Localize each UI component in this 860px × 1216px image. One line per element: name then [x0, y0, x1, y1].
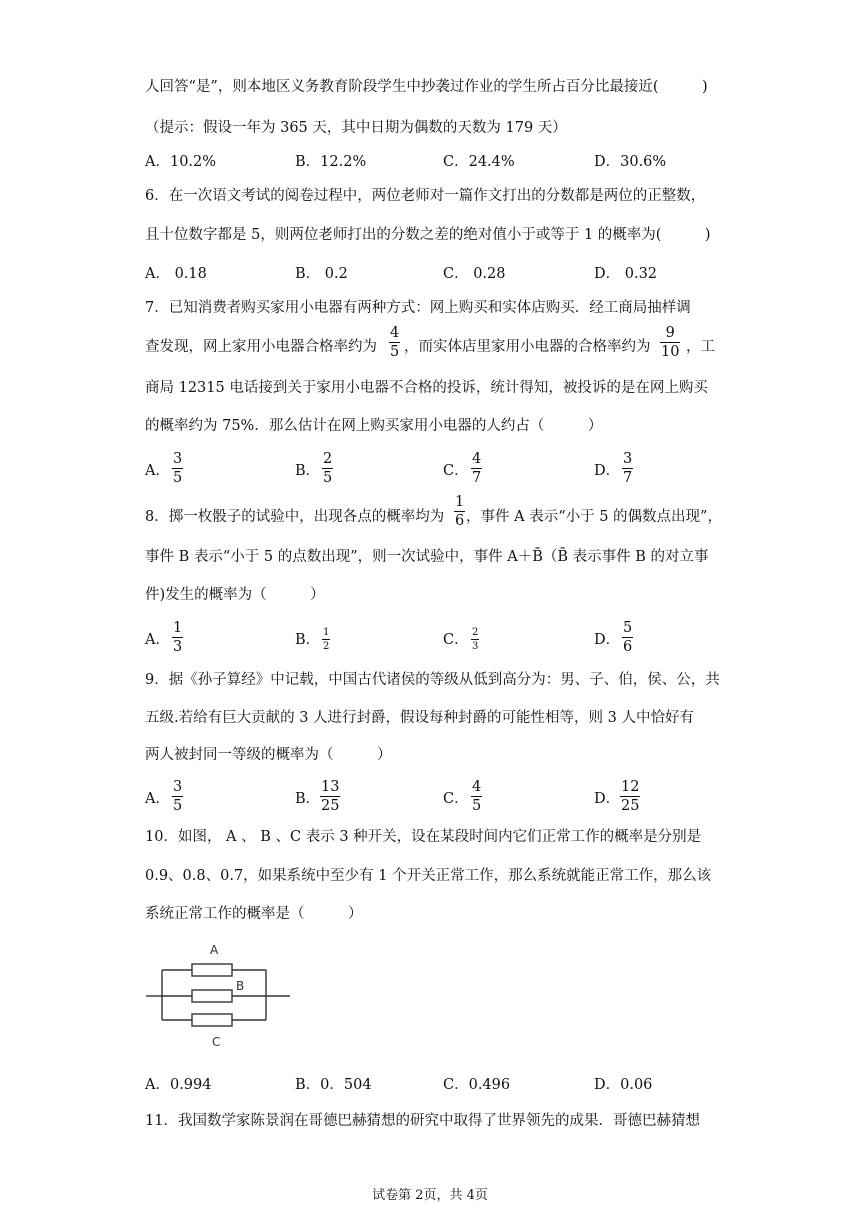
fraction-denominator: 5	[173, 470, 183, 486]
q8-option-c-label: C．	[443, 632, 469, 648]
q8-option-d-fraction	[622, 620, 633, 655]
fraction-numerator: 3	[173, 779, 183, 795]
fraction-numerator: 4	[472, 451, 482, 467]
q9-option-b-fraction	[320, 779, 340, 814]
fraction-bar	[320, 796, 340, 797]
q9-option-c-label: C．	[443, 791, 469, 807]
q8-line1b: ，事件 A 表示“小于 5 的偶数点出现”，	[466, 509, 722, 525]
fraction-denominator: 5	[173, 798, 183, 814]
q10-option-c: C．0.496	[443, 1077, 511, 1093]
fraction-denominator: 3	[472, 641, 479, 652]
switch-b	[192, 990, 232, 1002]
q6-option-b: B． 0.2	[295, 266, 348, 282]
q9-line2: 五级.若给有巨大贡献的 3 人进行封爵，假设每种封爵的可能性相等，则 3 人中恰好有	[145, 710, 694, 726]
fraction-numerator: 4	[390, 325, 400, 341]
q11-line1: 11．我国数学家陈景润在哥德巴赫猜想的研究中取得了世界领先的成果．哥德巴赫猜想	[145, 1113, 700, 1129]
fraction-numerator: 1	[455, 494, 465, 510]
q9-option-c-fraction	[471, 779, 482, 814]
q7-option-d-label: D．	[594, 463, 621, 479]
q7-option-a-label: A．	[145, 463, 170, 479]
fraction-bar	[660, 342, 680, 343]
fraction-bar	[471, 639, 479, 640]
fraction-bar	[622, 468, 633, 469]
label-a: A	[210, 943, 219, 957]
fraction-denominator: 3	[173, 639, 183, 655]
q5-hint: （提示：假设一年为 365 天，其中日期为偶数的天数为 179 天）	[145, 120, 567, 136]
q8-line2: 事件 B 表示“小于 5 的点数出现”，则一次试验中，事件 A＋B̄（B̄ 表示事件 B 的对立事	[145, 549, 709, 565]
q8-option-a-label: A．	[145, 632, 170, 648]
fraction-bar	[322, 639, 330, 640]
q7-option-c-label: C．	[443, 463, 469, 479]
q6-option-d: D． 0.32	[594, 266, 658, 282]
q7-fraction-store	[660, 325, 680, 360]
fraction-numerator: 3	[173, 451, 183, 467]
q10-line2: 0.9、0.8、0.7，如果系统中至少有 1 个开关正常工作，那么系统就能正常工作，那么该	[145, 868, 712, 884]
q10-line3: 系统正常工作的概率是（ ）	[145, 906, 363, 922]
q7-option-c-fraction	[471, 451, 482, 486]
fraction-bar	[454, 511, 465, 512]
fraction-bar	[172, 637, 183, 638]
label-b: B	[236, 979, 245, 993]
q8-option-b-label: B．	[295, 632, 321, 648]
fraction-denominator: 7	[472, 470, 482, 486]
q6-option-a: A． 0.18	[145, 266, 207, 282]
fraction-denominator: 7	[623, 470, 633, 486]
fraction-denominator: 25	[321, 798, 340, 814]
q7-line1: 7．已知消费者购买家用小电器有两种方式：网上购买和实体店购买．经工商局抽样调	[145, 300, 691, 316]
q9-option-a-fraction	[172, 779, 183, 814]
fraction-bar	[389, 342, 400, 343]
q5-option-c: C．24.4%	[443, 154, 515, 170]
fraction-numerator: 12	[621, 779, 640, 795]
fraction-denominator: 10	[661, 344, 680, 360]
fraction-numerator: 2	[323, 451, 333, 467]
q5-option-a: A．10.2%	[145, 154, 217, 170]
fraction-numerator: 2	[472, 627, 479, 638]
q7-line2b: ，而实体店里家用小电器的合格率约为	[404, 339, 651, 355]
fraction-denominator: 5	[472, 798, 482, 814]
q7-option-d-fraction	[622, 451, 633, 486]
q9-option-b-label: B．	[295, 791, 321, 807]
switch-circuit-diagram	[140, 932, 300, 1057]
q8-option-d-label: D．	[594, 632, 621, 648]
q9-line1: 9．据《孙子算经》中记载，中国古代诸侯的等级从低到高分为：男、子、伯，侯、公，共	[145, 672, 720, 688]
page-footer: 试卷第 2页，共 4页	[372, 1188, 488, 1203]
q10-option-d: D．0.06	[594, 1077, 653, 1093]
q7-line2c: ，工	[686, 339, 715, 355]
q7-option-a-fraction	[172, 451, 183, 486]
fraction-numerator: 9	[665, 325, 675, 341]
q7-fraction-online	[389, 325, 400, 360]
q5-line1: 人回答“是”，则本地区义务教育阶段学生中抄袭过作业的学生所占百分比最接近( )	[145, 79, 708, 95]
q8-line1a: 8．掷一枚骰子的试验中，出现各点的概率均为	[145, 509, 445, 525]
fraction-denominator: 5	[390, 344, 400, 360]
q8-fraction	[454, 494, 465, 529]
fraction-bar	[172, 796, 183, 797]
q8-option-c-fraction	[471, 627, 479, 652]
fraction-denominator: 6	[623, 639, 633, 655]
q7-option-b-label: B．	[295, 463, 321, 479]
q9-option-d-label: D．	[594, 791, 621, 807]
q9-option-d-fraction	[620, 779, 640, 814]
q6-line2: 且十位数字都是 5，则两位老师打出的分数之差的绝对值小于或等于 1 的概率为( )	[145, 227, 711, 243]
fraction-bar	[172, 468, 183, 469]
q7-line3: 商局 12315 电话接到关于家用小电器不合格的投诉，统计得知，被投诉的是在网上购买	[145, 380, 708, 396]
q5-option-b: B．12.2%	[295, 154, 367, 170]
q10-line1: 10．如图， A 、 B 、C 表示 3 种开关，设在某段时间内它们正常工作的概率是分别是	[145, 829, 702, 845]
label-c: C	[212, 1035, 221, 1049]
q9-line3: 两人被封同一等级的概率为（ ）	[145, 747, 392, 763]
switch-c	[192, 1014, 232, 1026]
fraction-numerator: 1	[323, 627, 330, 638]
fraction-bar	[471, 468, 482, 469]
fraction-numerator: 5	[623, 620, 633, 636]
q7-line2a: 查发现，网上家用小电器合格率约为	[145, 339, 377, 355]
fraction-bar	[471, 796, 482, 797]
switch-a	[192, 964, 232, 976]
fraction-numerator: 4	[472, 779, 482, 795]
q6-option-c: C． 0.28	[443, 266, 506, 282]
fraction-denominator: 6	[455, 513, 465, 529]
q7-option-b-fraction	[322, 451, 333, 486]
fraction-numerator: 1	[173, 620, 183, 636]
q6-line1: 6．在一次语文考试的阅卷过程中，两位老师对一篇作文打出的分数都是两位的正整数，	[145, 188, 706, 204]
q10-option-b: B．0．504	[295, 1077, 372, 1093]
fraction-bar	[322, 468, 333, 469]
fraction-denominator: 5	[323, 470, 333, 486]
fraction-numerator: 13	[321, 779, 340, 795]
q7-line4: 的概率约为 75%．那么估计在网上购买家用小电器的人约占（ ）	[145, 418, 603, 434]
fraction-numerator: 3	[623, 451, 633, 467]
fraction-bar	[620, 796, 640, 797]
q8-option-a-fraction	[172, 620, 183, 655]
fraction-denominator: 25	[621, 798, 640, 814]
q8-option-b-fraction	[322, 627, 330, 652]
q10-option-a: A．0.994	[145, 1077, 212, 1093]
q9-option-a-label: A．	[145, 791, 170, 807]
q8-line3: 件)发生的概率为（ ）	[145, 587, 325, 603]
q5-option-d: D．30.6%	[594, 154, 667, 170]
fraction-denominator: 2	[323, 641, 330, 652]
fraction-bar	[622, 637, 633, 638]
